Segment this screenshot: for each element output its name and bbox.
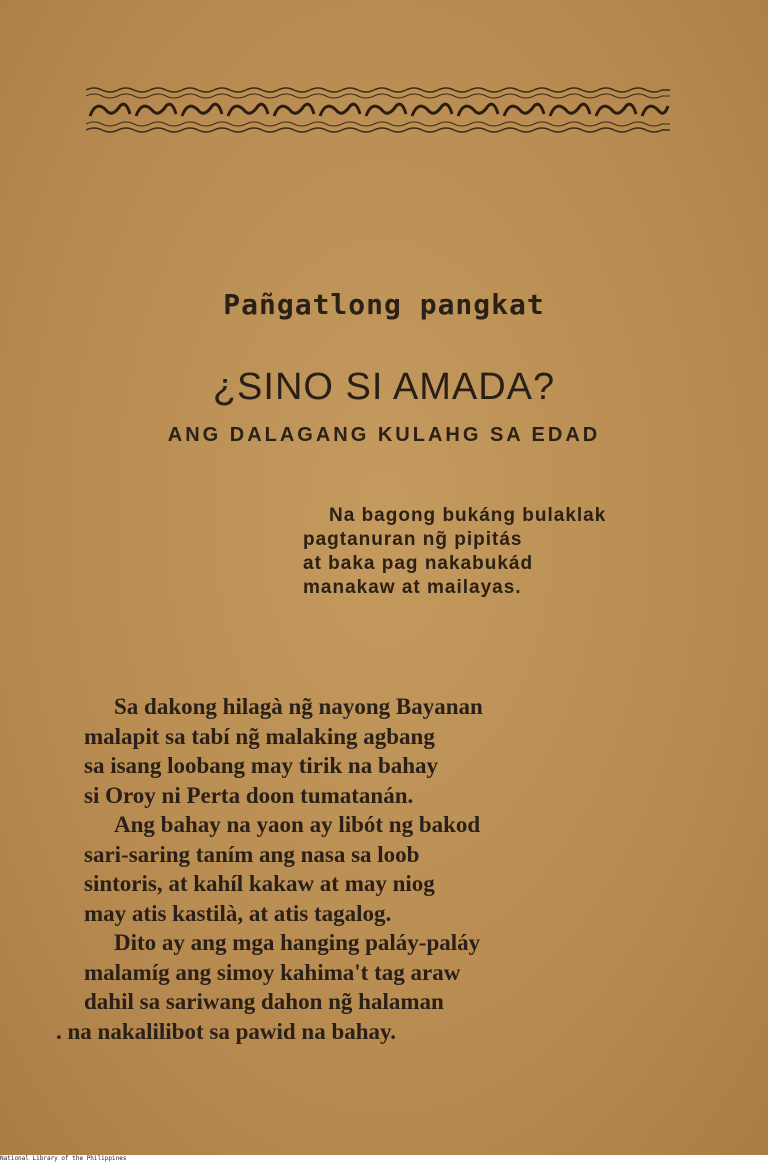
- poem-line: si Oroy ni Perta doon tumatanán.: [84, 782, 414, 808]
- epigraph-line: at baka pag nakabukád: [303, 553, 534, 574]
- library-watermark-text: National Library of the Philippines: [0, 1155, 127, 1162]
- poem-line: sintoris, at kahíl kakaw at may niog: [84, 871, 435, 896]
- chapter-title: ¿SINO SI AMADA?: [212, 366, 556, 408]
- epigraph: [303, 504, 723, 600]
- epigraph-line: pagtanuran ng̃ pipitás: [303, 529, 523, 550]
- poem-body: [56, 692, 724, 1046]
- poem-line: Dito ay ang mga hanging paláy-paláy: [114, 930, 481, 955]
- poem-line: sari-saring taním ang nasa sa loob: [84, 841, 420, 867]
- poem-line: sa isang loobang may tirik na bahay: [84, 753, 439, 778]
- epigraph-line: Na bagong bukáng bulaklak: [329, 505, 607, 526]
- poem-line: . na nakalilibot sa pawid na bahay.: [56, 1018, 397, 1044]
- decorative-border-ornament: [86, 84, 670, 134]
- poem-line: dahil sa sariwang dahon ng̃ halaman: [84, 989, 444, 1014]
- chapter-subtitle: ANG DALAGANG KULAHG SA EDAD: [167, 424, 601, 446]
- poem-line: Ang bahay na yaon ay libót ng bakod: [114, 812, 481, 837]
- epigraph-line: manakaw at mailayas.: [303, 577, 522, 598]
- poem-line: malamíg ang simoy kahima't tag araw: [84, 959, 461, 985]
- poem-line: Sa dakong hilagà ng̃ nayong Bayanan: [114, 694, 483, 719]
- poem-line: may atis kastilà, at atis tagalog.: [84, 900, 392, 926]
- poem-line: malapit sa tabí ng̃ malaking agbang: [84, 723, 435, 749]
- part-title: Pañgatlong pangkat: [223, 288, 545, 321]
